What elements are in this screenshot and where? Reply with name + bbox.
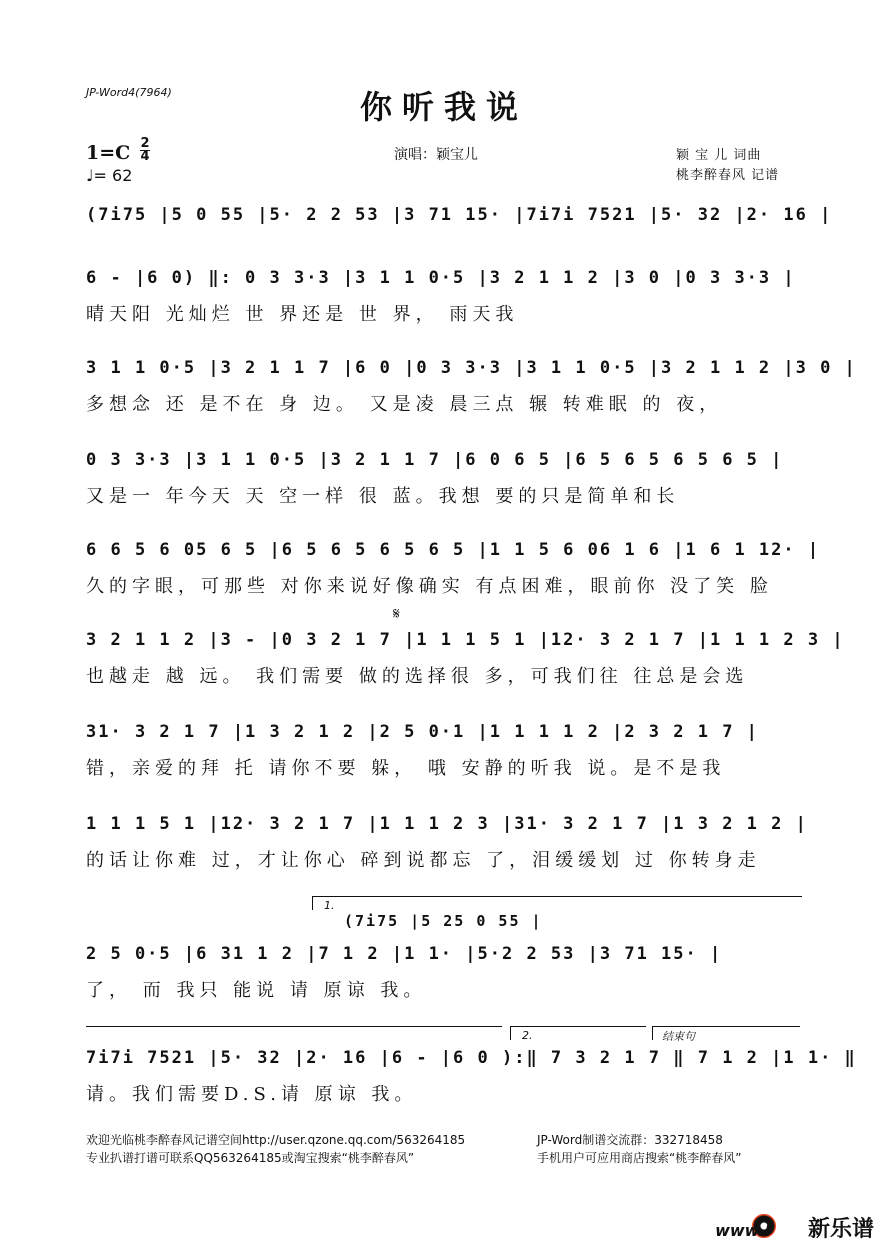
brand-url: www.l bbox=[715, 1221, 770, 1240]
volta-1-notes: (7i75 |5 25 0 55 | bbox=[344, 912, 543, 930]
coda-label: 结束句 bbox=[662, 1030, 695, 1043]
time-signature bbox=[140, 138, 150, 163]
system-8-lyrics: 的话让你难 过，才让你心 碎到说都忘 了，泪缓缓划 过 你转身走 bbox=[86, 850, 761, 871]
system-3-notes: 3 1 1 0·5 |3 2 1 1 7 |6 0 |0 3 3·3 |3 1 1 0·5 |3 2 1 1 2 |3 0 | bbox=[86, 358, 857, 378]
tempo-marking: ♩= 62 bbox=[86, 166, 133, 185]
time-signature-top: 2 bbox=[140, 136, 150, 151]
software-label: JP-Word4(7964) bbox=[86, 86, 172, 99]
volta-2-bracket-edge bbox=[510, 1026, 511, 1040]
system-10-notes: 7i7i 7521 |5· 32 |2· 16 |6 - |6 0 ):‖ 7 3 2 1 7 ‖ 7 1 2 |1 1· ‖ bbox=[86, 1048, 857, 1068]
system-8-notes: 1 1 1 5 1 |12· 3 2 1 7 |1 1 1 2 3 |31· 3 2 1 7 |1 3 2 1 2 | bbox=[86, 814, 808, 834]
system-6-notes: 3 2 1 1 2 |3 - |0 3 2 1 7 |1 1 1 5 1 |12· 3 2 1 7 |1 1 1 2 3 | bbox=[86, 630, 845, 650]
system-4-lyrics: 又是一 年今天 天 空一样 很 蓝。我想 要的只是简单和长 bbox=[86, 486, 680, 507]
footer-right bbox=[537, 1131, 741, 1167]
system-7-lyrics: 错，亲爱的拜 托 请你不要 躲， 哦 安静的听我 说。是不是我 bbox=[86, 758, 726, 779]
segno-mark: 𝄋 bbox=[393, 604, 400, 623]
key-signature: 1=C bbox=[86, 142, 131, 164]
footer-line1-left: 欢迎光临桃李醉春风记谱空间http://user.qzone.qq.com/563264185 bbox=[86, 1133, 466, 1147]
system-10-lyrics: 请。我们需要D.S.请 原谅 我。 bbox=[86, 1084, 418, 1105]
credits bbox=[676, 146, 779, 186]
volta-2-bracket bbox=[510, 1026, 646, 1027]
volta-1-bracket bbox=[312, 896, 802, 897]
brand-watermark bbox=[715, 1212, 874, 1243]
system-9-lyrics: 了， 而 我只 能说 请 原谅 我。 bbox=[86, 980, 427, 1001]
system-5-notes: 6 6 5 6 05 6 5 |6 5 6 5 6 5 6 5 |1 1 5 6 06 1 6 |1 6 1 12· | bbox=[86, 540, 821, 560]
system-3-lyrics: 多想念 还 是不在 身 边。 又是凌 晨三点 辗 转难眠 的 夜， bbox=[86, 394, 723, 415]
system-4-notes: 0 3 3·3 |3 1 1 0·5 |3 2 1 1 7 |6 0 6 5 |6 5 6 5 6 5 6 5 | bbox=[86, 450, 784, 470]
system-2-lyrics: 晴天阳 光灿烂 世 界还是 世 界， 雨天我 bbox=[86, 304, 519, 325]
footer-line2-right: 手机用户可应用商店搜索“桃李醉春风” bbox=[537, 1151, 742, 1165]
footer-line2-left: 专业扒谱打谱可联系QQ563264185或淘宝搜索“桃李醉春风” bbox=[86, 1151, 415, 1165]
footer-line1-right: JP-Word制谱交流群：332718458 bbox=[537, 1133, 723, 1147]
brand-name: 新乐谱 bbox=[807, 1217, 874, 1242]
credit-notation: 桃李醉春风 记谱 bbox=[676, 168, 780, 183]
system-9-notes: 2 5 0·5 |6 31 1 2 |7 1 2 |1 1· |5·2 2 53 |3 71 15· | bbox=[86, 944, 723, 964]
system-2-notes: 6 - |6 0) ‖: 0 3 3·3 |3 1 1 0·5 |3 2 1 1 2 |3 0 |0 3 3·3 | bbox=[86, 268, 796, 288]
volta-2-label: 2. bbox=[522, 1029, 533, 1042]
coda-bracket-edge bbox=[652, 1026, 653, 1040]
coda-bracket bbox=[652, 1026, 800, 1027]
system-5-lyrics: 久的字眼，可那些 对你来说好像确实 有点困难，眼前你 没了笑 脸 bbox=[86, 576, 773, 597]
system-7-notes: 31· 3 2 1 7 |1 3 2 1 2 |2 5 0·1 |1 1 1 1 2 |2 3 2 1 7 | bbox=[86, 722, 759, 742]
song-title: 你听我说 bbox=[359, 88, 528, 126]
volta-1-label: 1. bbox=[324, 899, 335, 912]
time-signature-bottom: 4 bbox=[140, 149, 150, 164]
singer-credit: 演唱：颖宝儿 bbox=[394, 147, 478, 163]
footer-left bbox=[86, 1131, 465, 1167]
credit-lyrics-music: 颖 宝 儿 词曲 bbox=[676, 148, 762, 163]
system-1-notes: (7i75 |5 0 55 |5· 2 2 53 |3 71 15· |7i7i 7521 |5· 32 |2· 16 | bbox=[86, 205, 833, 225]
repeat-bracket bbox=[86, 1026, 502, 1027]
volta-1-bracket-edge bbox=[312, 896, 313, 910]
system-6-lyrics: 也越走 越 远。 我们需要 做的选择很 多，可我们往 往总是会选 bbox=[86, 666, 749, 687]
